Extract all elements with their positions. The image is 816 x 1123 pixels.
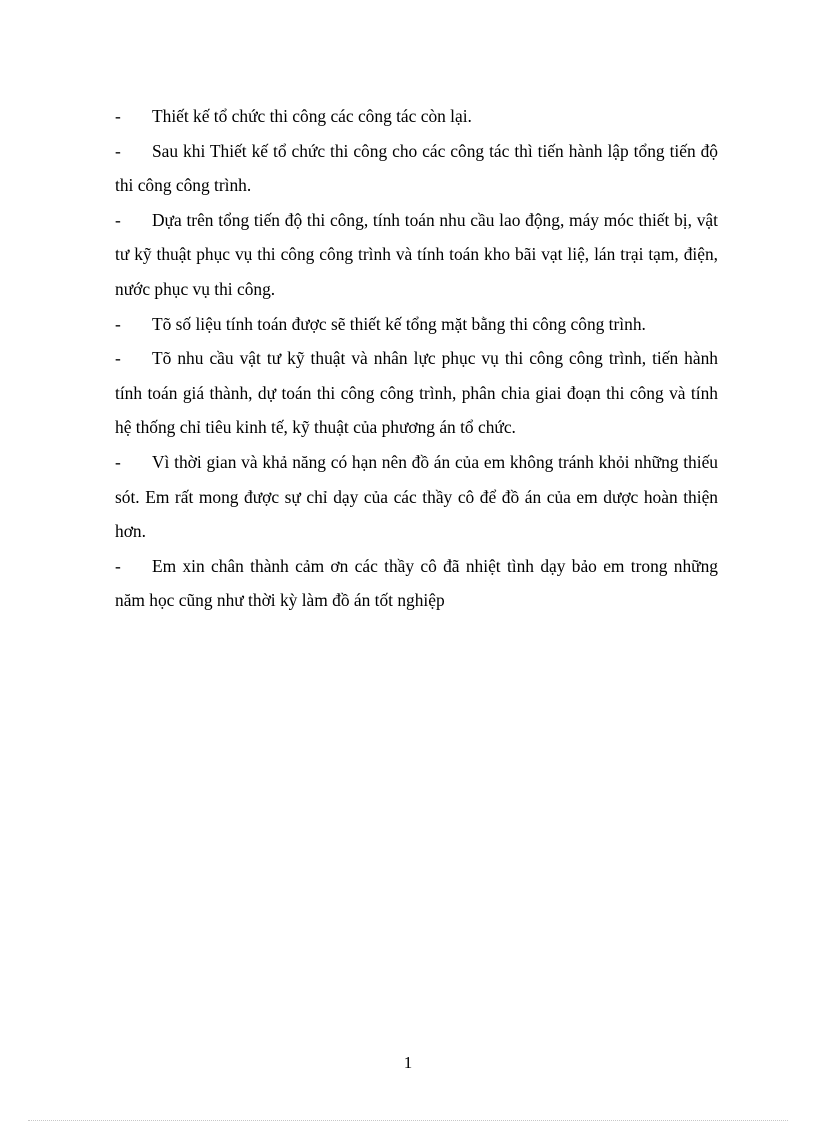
list-item-text: Dựa trên tổng tiến độ thi công, tính toán nhu cầu lao động, máy móc thiết bị, vật tư kỹ thuật phục vụ thi công công trình và tính toán kho bãi vạt liệ, lán trại tạm, điện, nước phục vụ thi công. [115,209,718,299]
list-item [115,203,718,307]
document-body [115,99,718,618]
bullet-dash: - [115,555,121,576]
list-item-text: Vì thời gian và khả năng có hạn nên đồ án của em không tránh khỏi những thiếu sót. Em rất mong được sự chỉ dạy của các thầy cô để đồ án của em dược hoàn thiện hơn. [115,451,718,542]
bullet-dash: - [115,209,121,230]
list-item [115,549,718,618]
bullet-dash: - [115,313,121,334]
list-item-text: Em xin chân thành cảm ơn các thầy cô đã nhiệt tình dạy bảo em trong những năm học cũng như thời kỳ làm đồ án tốt nghiệp [115,555,718,611]
page-number: 1 [403,1053,413,1072]
list-item-text: Tõ nhu cầu vật tư kỹ thuật và nhân lực phục vụ thi công công trình, tiến hành tính toán giá thành, dự toán thi công công trình, phân chia giai đoạn thi công và tính hệ thống chỉ tiêu kinh tế, kỹ thuật của phương án tổ chức. [115,348,718,438]
bullet-dash: - [115,140,121,161]
bullet-dash: - [115,348,121,369]
list-item [115,341,718,445]
list-item [115,99,718,134]
bullet-dash: - [115,106,121,126]
list-item [115,307,718,342]
page-bottom-divider [28,1120,788,1121]
list-item-text: Tõ số liệu tính toán được sẽ thiết kế tổng mặt bằng thi công công trình. [152,313,646,334]
list-item [115,134,718,203]
list-item [115,445,718,549]
bullet-dash: - [115,451,121,472]
list-item-text: Sau khi Thiết kế tổ chức thi công cho các công tác thì tiến hành lập tổng tiến độ thi công công trình. [115,140,718,196]
list-item-text: Thiết kế tổ chức thi công các công tác còn lại. [152,106,472,126]
